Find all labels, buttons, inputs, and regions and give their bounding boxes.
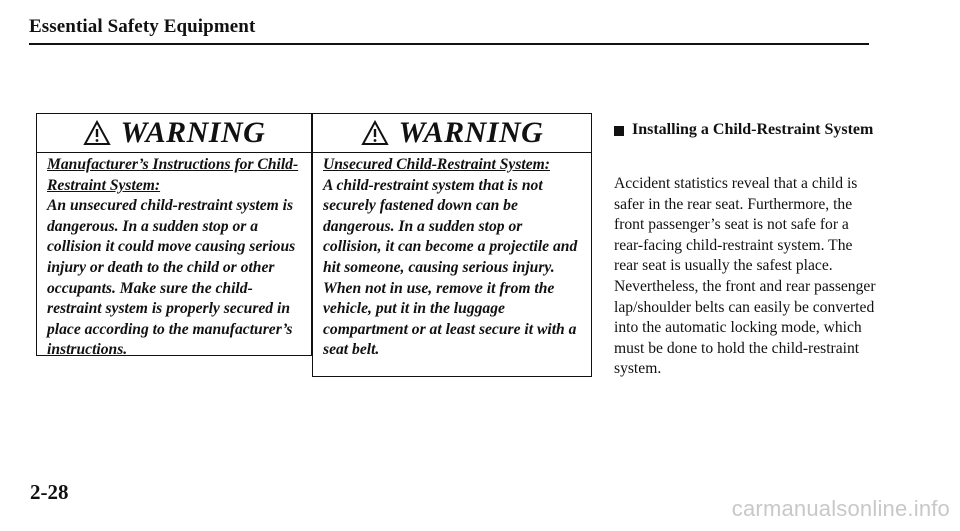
section-heading (614, 120, 904, 140)
square-bullet-icon (614, 126, 624, 136)
warning-triangle-icon (83, 120, 111, 146)
warning-body (37, 153, 311, 361)
warning-box-unsecured (312, 113, 592, 377)
page-header-title: Essential Safety Equipment (29, 16, 256, 37)
warning-body (313, 153, 591, 361)
warning-heading-text: WARNING (120, 116, 266, 149)
page-number: 2-28 (30, 480, 69, 504)
warning-subtitle: Unsecured Child-Restraint System: (323, 156, 550, 173)
warning-heading-text: WARNING (398, 116, 544, 149)
warning-header (313, 114, 591, 153)
warning-text: An unsecured child-restraint system is dangerous. In a sudden stop or a collision it could move causing serious injury or death to the child or other occupants. Make sure the child-restraint system is properly secured in place according to the manufacturer’s instructions. (47, 197, 296, 359)
section-body-text: Accident statistics reveal that a child is safer in the rear seat. Furthermore, the front passenger’s seat is not safe for a rear-facing child-restraint system. The rear seat is usually the safest place. Nevertheless, the front and rear passenger lap/shoulder belts can easily be converted into the automatic locking mode, which must be done to hold the child-restraint system. (614, 175, 876, 378)
warning-text: A child-restraint system that is not securely fastened down can be dangerous. In a sudden stop or collision, it can become a projectile and hit someone, causing serious injury. When not in use, remove it from the vehicle, put it in the luggage compartment or at least secure it with a seat belt. (323, 176, 578, 359)
header-divider (29, 43, 869, 45)
warning-box-instructions (36, 113, 312, 359)
warning-subtitle: Manufacturer’s Instructions for Child-Restraint System: (47, 156, 299, 194)
warning-header (37, 114, 311, 153)
section-heading-text: Installing a Child-Restraint System (632, 121, 874, 138)
watermark: carmanualsonline.info (731, 496, 950, 521)
warning-triangle-icon (361, 120, 389, 146)
